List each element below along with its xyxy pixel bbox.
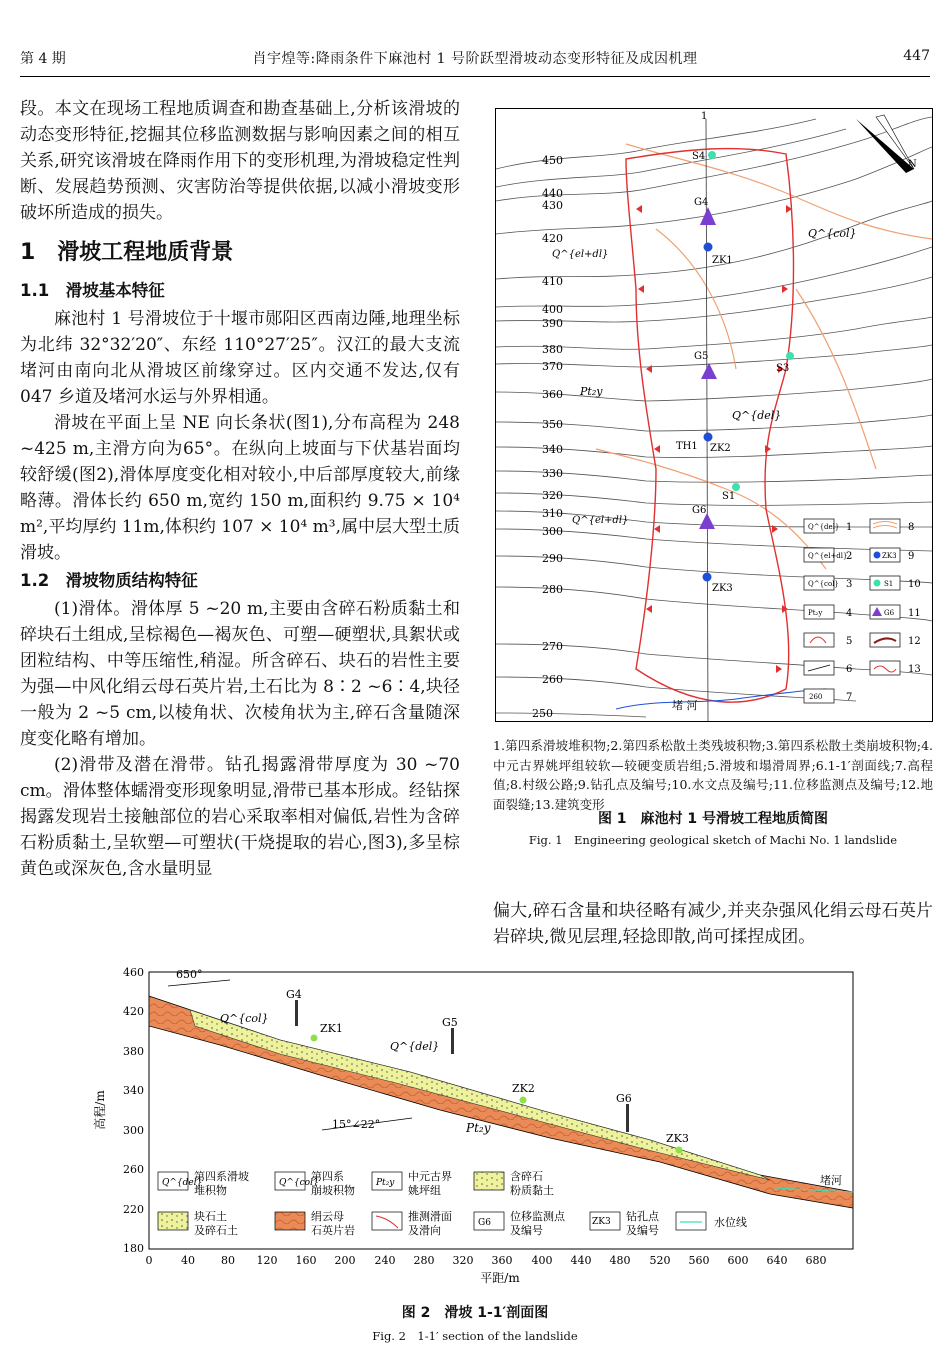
monitor-point bbox=[701, 363, 717, 379]
section-legend bbox=[158, 1169, 747, 1237]
section-heading-1: 1 滑坡工程地质背景 bbox=[20, 240, 234, 265]
y-tick: 220 bbox=[123, 1203, 144, 1216]
borehole-point bbox=[704, 433, 713, 442]
contour-label: 340 bbox=[542, 443, 563, 456]
legend-text: 及编号 bbox=[626, 1224, 659, 1237]
monitor-point bbox=[700, 207, 716, 225]
unit-label: Q^{el+dl} bbox=[552, 249, 609, 260]
unit-label: Q^{col} bbox=[808, 227, 857, 240]
river-line bbox=[616, 689, 826, 709]
x-tick: 680 bbox=[805, 1254, 827, 1267]
subsection-heading-1-1: 1.1 滑坡基本特征 bbox=[20, 281, 165, 300]
legend-text: 粉质黏土 bbox=[510, 1184, 554, 1197]
legend-num: 6 bbox=[846, 664, 853, 675]
figure-1-caption-en: Fig. 1 Engineering geological sketch of Machi No. 1 landslide bbox=[528, 833, 898, 847]
legend-box-text: Pt₂y bbox=[808, 609, 823, 617]
paragraph-basic-2: 滑坡在平面上呈 NE 向长条状(图1),分布高程为 248 ~425 m,主滑方向为65°。在纵向上坡面与下伏基岩面均较舒缓(图2),滑体厚度变化相对较小,中后部厚度较大,前缘略薄。滑体长约 650 m,宽约 150 m,面积约 9.75 × 10⁴ m²,平均厚约 11m,体积约 107 × 10⁴ m³,属中层大型土质滑坡。 bbox=[20, 413, 460, 563]
point-label: G5 bbox=[694, 351, 709, 362]
y-tick: 460 bbox=[123, 966, 144, 979]
point-label: S3 bbox=[776, 363, 790, 374]
x-tick: 440 bbox=[570, 1254, 592, 1267]
hydro-point bbox=[708, 151, 716, 159]
point-label: ZK2 bbox=[710, 443, 731, 454]
legend-box-text: S1 bbox=[884, 580, 894, 588]
running-title: 肖宇煌等:降雨条件下麻池村 1 号阶跃型滑坡动态变形特征及成因机理 bbox=[252, 51, 698, 67]
page-header bbox=[20, 48, 930, 74]
x-tick: 40 bbox=[181, 1254, 195, 1267]
legend-box-text: Q^{col} bbox=[808, 580, 839, 588]
legend-text: 水位线 bbox=[714, 1216, 747, 1229]
paragraph-basic-1: 麻池村 1 号滑坡位于十堰市郧阳区西南边陲,地理坐标为北纬 32°32′20″、东经 110°27′25″。汉江的最大支流堵河由南向北从滑坡区前缘穿过。区内交通不发达,仅有 047 乡道及堵河水运与外界相通。 bbox=[20, 309, 460, 407]
legend-text: 石英片岩 bbox=[311, 1224, 355, 1237]
y-tick: 380 bbox=[123, 1045, 144, 1058]
x-tick: 360 bbox=[491, 1254, 513, 1267]
x-tick: 280 bbox=[413, 1254, 435, 1267]
contour-label: 300 bbox=[542, 525, 563, 538]
legend-text: 含碎石 bbox=[510, 1170, 543, 1183]
section-line-label: 1 bbox=[701, 111, 708, 122]
legend-num: 5 bbox=[846, 636, 853, 647]
paragraph-structure-2: (2)滑带及潜在滑带。钻孔揭露滑带厚度为 30 ~70 cm。滑体整体蠕滑变形现象明显,滑带已基本形成。经钻探揭露发现岩土接触部位的岩心采取率相对偏低,岩性为含碎石粉质黏土,呈软塑—可塑状(干烧提取的岩心,图3),多呈棕黄色或深灰色,含水量明显 bbox=[20, 755, 460, 879]
right-column-text: 偏大,碎石含量和块径略有减少,并夹杂强风化绢云母石英片岩碎块,微见层理,轻捻即散,尚可揉捏成团。 bbox=[493, 901, 933, 947]
contour-label: 370 bbox=[542, 360, 563, 373]
contour-label: 400 bbox=[542, 303, 563, 316]
legend-text: 第四系滑坡 bbox=[194, 1170, 249, 1183]
legend-num: 7 bbox=[846, 692, 853, 703]
legend-box-text: Q^{del} bbox=[808, 523, 840, 531]
point-label: ZK1 bbox=[712, 255, 733, 266]
legend-box bbox=[804, 633, 834, 647]
borehole-point bbox=[520, 1097, 527, 1104]
legend-text: 及编号 bbox=[510, 1224, 543, 1237]
legend-num: 2 bbox=[846, 551, 853, 562]
legend-num: 3 bbox=[846, 579, 853, 590]
x-tick: 400 bbox=[531, 1254, 553, 1267]
direction-label: 650° bbox=[176, 968, 203, 981]
point-label: G6 bbox=[616, 1092, 632, 1105]
river-label: 堵 河 bbox=[672, 699, 698, 712]
legend-box-text: ZK3 bbox=[882, 552, 897, 560]
unit-label: Q^{del} bbox=[390, 1040, 440, 1053]
legend-text: 绢云母 bbox=[311, 1210, 344, 1223]
figure-1-caption-zh: 图 1 麻池村 1 号滑坡工程地质简图 bbox=[597, 811, 829, 827]
contour-label: 290 bbox=[542, 552, 563, 565]
legend-text: 块石土 bbox=[194, 1210, 227, 1223]
contour-label: 410 bbox=[542, 275, 563, 288]
x-tick: 560 bbox=[688, 1254, 710, 1267]
point-label: S4 bbox=[692, 151, 706, 162]
paragraph-structure-1: (1)滑体。滑体厚 5 ~20 m,主要由含碎石粉质黏土和碎块石土组成,呈棕褐色—褐灰色、可塑—硬塑状,具絮状或团粒结构、中等压缩性,稍湿。所含碎石、块石的岩性主要为强—中风化绢云母石英片岩,土石比为 8∶2 ~6∶4,块径一般为 2 ~5 cm,以棱角状、次棱角状为主,碎石含量随深度变化略有增加。 bbox=[20, 599, 460, 749]
legend-num: 9 bbox=[908, 551, 915, 562]
legend-box-text: G6 bbox=[884, 609, 895, 617]
legend-box-text: Q^{del} bbox=[162, 1178, 203, 1188]
x-axis bbox=[146, 1254, 827, 1267]
north-label: N bbox=[908, 159, 917, 170]
monitor-post bbox=[451, 1028, 454, 1054]
figure-2-section bbox=[80, 960, 870, 1290]
legend-box-text: Q^{el+dl} bbox=[808, 552, 848, 560]
contour-label: 440 bbox=[542, 187, 563, 200]
contour-label: 270 bbox=[542, 640, 563, 653]
legend-num: 4 bbox=[846, 608, 853, 619]
x-axis-label: 平距/m bbox=[480, 1271, 520, 1285]
x-tick: 160 bbox=[295, 1254, 317, 1267]
legend-num: 1 bbox=[846, 522, 853, 533]
hydro-point bbox=[732, 483, 740, 491]
hydro-point bbox=[786, 352, 794, 360]
legend-box bbox=[158, 1212, 188, 1230]
legend-symbol bbox=[874, 580, 881, 587]
legend-text: 中元古界 bbox=[408, 1170, 452, 1183]
legend-box bbox=[275, 1212, 305, 1230]
legend-box-text: Pt₂y bbox=[376, 1178, 395, 1188]
landslide-boundary bbox=[626, 149, 794, 703]
contour-label: 390 bbox=[542, 317, 563, 330]
contour-label: 420 bbox=[542, 232, 563, 245]
x-tick: 520 bbox=[649, 1254, 671, 1267]
y-tick: 180 bbox=[123, 1242, 144, 1255]
legend-num: 10 bbox=[908, 579, 921, 590]
borehole-point bbox=[703, 573, 712, 582]
legend-text: 堆积物 bbox=[194, 1184, 227, 1197]
figure-1-map bbox=[495, 108, 933, 722]
legend-box-text: 260 bbox=[809, 693, 823, 701]
unit-label: Pt₂y bbox=[466, 1121, 491, 1135]
x-tick: 80 bbox=[221, 1254, 235, 1267]
legend-box-text: Q^{col} bbox=[279, 1178, 319, 1188]
borehole-point bbox=[704, 243, 713, 252]
borehole-point bbox=[311, 1035, 318, 1042]
x-tick: 480 bbox=[609, 1254, 631, 1267]
unit-label: Q^{el+dl} bbox=[572, 515, 629, 526]
river-label: 堵河 bbox=[820, 1174, 842, 1187]
legend-box-text: G6 bbox=[478, 1218, 491, 1228]
y-tick: 300 bbox=[123, 1124, 144, 1137]
contour-label: 280 bbox=[542, 583, 563, 596]
y-tick: 340 bbox=[123, 1084, 144, 1097]
figure-1-svg bbox=[496, 109, 932, 721]
y-tick: 420 bbox=[123, 1005, 144, 1018]
point-label: ZK2 bbox=[512, 1082, 535, 1095]
legend-text: 位移监测点 bbox=[510, 1210, 565, 1223]
figure-2-caption-zh: 图 2 滑坡 1-1′剖面图 bbox=[401, 1305, 549, 1321]
point-label: G4 bbox=[694, 197, 709, 208]
point-label: G4 bbox=[286, 988, 302, 1001]
legend-box bbox=[676, 1212, 706, 1230]
legend-symbol bbox=[874, 552, 881, 559]
unit-label: Pt₂y bbox=[580, 385, 603, 398]
legend-box bbox=[474, 1172, 504, 1190]
legend-text: 及碎石土 bbox=[194, 1224, 238, 1237]
contour-label: 320 bbox=[542, 489, 563, 502]
contour-label: 430 bbox=[542, 199, 563, 212]
page-number: 447 bbox=[903, 48, 930, 64]
figure-1-legend-text: 1.第四系滑坡堆积物;2.第四系松散土类残坡积物;3.第四系松散土类崩坡积物;4.中元古界姚坪组较软—较硬变质岩组;5.滑坡和塌滑周界;6.1-1′剖面线;7.高程值;8.村级公路;9.钻孔点及编号;10.水文点及编号;11.位移监测点及编号;12.地面裂缝;13.建筑变形 bbox=[493, 738, 933, 812]
legend-text: 姚坪组 bbox=[408, 1184, 441, 1197]
contour-label: 330 bbox=[542, 467, 563, 480]
x-tick: 0 bbox=[145, 1254, 153, 1267]
unit-label: Q^{col} bbox=[220, 1012, 269, 1025]
contour-label: 310 bbox=[542, 507, 563, 520]
contour-label: 250 bbox=[532, 707, 553, 720]
legend-text: 及滑向 bbox=[408, 1224, 441, 1237]
x-tick: 120 bbox=[256, 1254, 278, 1267]
legend-num: 8 bbox=[908, 522, 915, 533]
contour-label: 450 bbox=[542, 154, 563, 167]
point-label: S1 bbox=[722, 491, 736, 502]
x-tick: 320 bbox=[452, 1254, 474, 1267]
legend-text: 钻孔点 bbox=[626, 1210, 659, 1223]
dip-label: 15°∠22° bbox=[332, 1118, 381, 1131]
x-tick: 240 bbox=[374, 1254, 396, 1267]
legend-num: 12 bbox=[908, 636, 921, 647]
contour-label: 260 bbox=[542, 673, 563, 686]
point-label: G6 bbox=[692, 505, 707, 516]
map-legend bbox=[804, 519, 921, 703]
x-tick: 600 bbox=[727, 1254, 749, 1267]
borehole-point bbox=[676, 1147, 683, 1154]
header-rule bbox=[20, 76, 930, 77]
legend-box-text: ZK3 bbox=[592, 1217, 611, 1227]
y-tick: 260 bbox=[123, 1163, 144, 1176]
point-label: ZK3 bbox=[712, 583, 733, 594]
monitor-post bbox=[626, 1104, 629, 1132]
legend-text: 崩坡积物 bbox=[311, 1184, 355, 1197]
left-column bbox=[20, 96, 460, 882]
x-tick: 200 bbox=[334, 1254, 356, 1267]
legend-text: 推测滑面 bbox=[408, 1210, 452, 1223]
legend-num: 13 bbox=[908, 664, 921, 675]
monitor-post bbox=[295, 1000, 298, 1026]
slide-mass-layer bbox=[190, 1010, 770, 1180]
issue-number: 第 4 期 bbox=[20, 51, 66, 67]
figure-2-caption-en: Fig. 2 1-1′ section of the landslide bbox=[372, 1329, 578, 1343]
contour-label: 360 bbox=[542, 388, 563, 401]
point-label: ZK1 bbox=[320, 1022, 343, 1035]
x-tick: 640 bbox=[766, 1254, 788, 1267]
unit-label: Q^{del} bbox=[732, 409, 782, 422]
intro-paragraph: 段。本文在现场工程地质调查和勘查基础上,分析该滑坡的动态变形特征,挖掘其位移监测数据与影响因素之间的相互关系,研究该滑坡在降雨作用下的变形机理,为滑坡稳定性判断、发展趋势预测、灾害防治等提供依据,以减小滑坡变形破坏所造成的损失。 bbox=[20, 99, 460, 223]
legend-num: 11 bbox=[908, 608, 921, 619]
point-label: TH1 bbox=[676, 441, 698, 452]
point-label: G5 bbox=[442, 1016, 458, 1029]
point-label: ZK3 bbox=[666, 1132, 689, 1145]
legend-text: 第四系 bbox=[311, 1170, 344, 1183]
y-axis bbox=[123, 966, 144, 1255]
contour-label: 350 bbox=[542, 418, 563, 431]
subsection-heading-1-2: 1.2 滑坡物质结构特征 bbox=[20, 571, 198, 590]
contour-label: 380 bbox=[542, 343, 563, 356]
y-axis-label: 高程/m bbox=[93, 1090, 107, 1130]
